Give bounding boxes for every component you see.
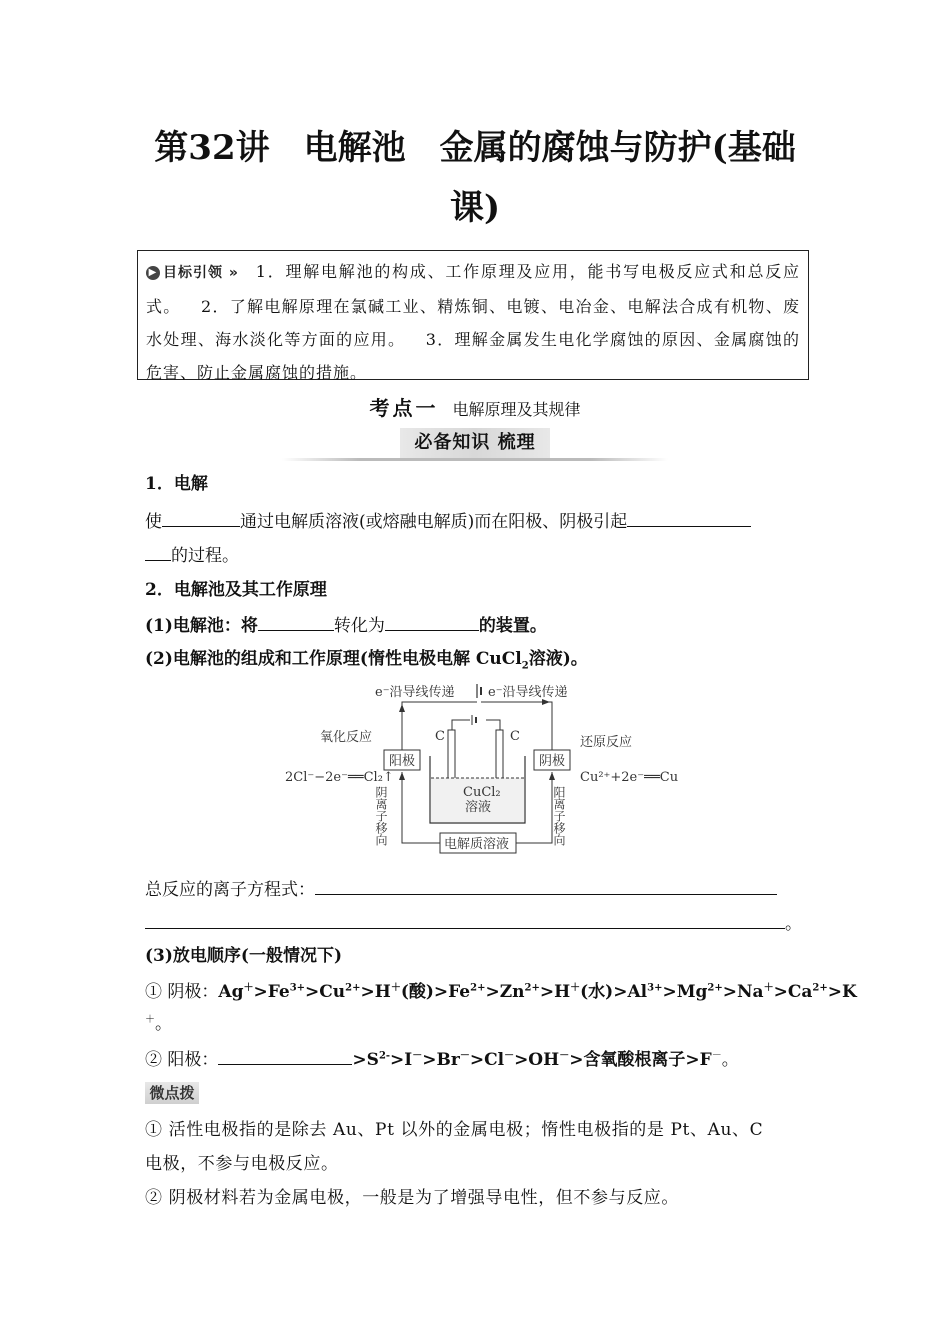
title-line-1: 第32讲 电解池 金属的腐蚀与防护(基础 [154,128,796,168]
banner-rule [282,458,668,461]
cation-move-label: 阳离子移向 [552,786,566,846]
goal-1: 1．理解电解池的构成、工作原理及应用，能书写电极反应式和总反应式。 [146,262,800,316]
anode-order-tail: 含氧酸根离子>F [583,1050,712,1070]
anion-move-label: 阴离子移向 [374,786,388,846]
section-name: 电解原理及其规律 [452,400,581,419]
anode-label: 阳极 [389,754,416,769]
cathode-order-cont: ＋。 [145,1014,172,1034]
solution-label: CuCl₂ [463,785,501,800]
tip-1-cont: 电极，不参与电极反应。 [145,1154,339,1174]
cathode-order [145,980,857,1004]
e-flow-right: e⁻沿导线传递 [488,685,568,700]
anode-order: ② 阳极： $>S^{2-}>I^->Br^->Cl^->OH^->$含氧酸根离子>F－。 [145,1046,739,1072]
paragraph-2 [145,612,547,638]
title-line-2: 课) [449,188,501,228]
p2-text-c: 的装置。 [478,616,547,636]
solution-label-2: 溶液 [465,800,492,815]
anode-order-ions: $>S^{2-}>I^->Br^->Cl^->OH^->$ [352,1050,584,1070]
goals-tag: ▶ 目标引领 » [146,257,239,290]
total-equation-label: 总反应的离子方程式： [145,880,315,900]
tip-1: ① 活性电极指的是除去 Au、Pt 以外的金属电极；惰性电极指的是 Pt、Au、C [145,1120,764,1140]
blank-2 [627,508,751,527]
anion-arrow-icon [399,772,405,780]
section-heading [0,392,950,421]
paragraph-1 [145,508,751,534]
period: 。 [785,914,802,934]
p3-text-b: 溶液)。 [528,649,588,669]
right-c-label: C [510,729,520,744]
knowledge-banner [282,428,668,462]
arrow-up-icon [399,704,405,712]
blank-2-cont [145,542,171,561]
banner-label: 必备知识 梳理 [400,428,550,458]
electrolysis-diagram [280,678,680,858]
e-flow-left: e⁻沿导线传递 [375,685,455,700]
cation-arrow-icon [549,772,555,780]
electrolyte-label: 电解质溶液 [444,837,510,852]
left-c-label: C [435,729,445,744]
section-point: 考点一 [369,396,439,420]
reduction-label: 还原反应 [580,735,633,750]
blank-1 [162,508,240,527]
goal-3: 3．理解金属发生电化学腐蚀的原因、金属腐蚀的危害、防止金属腐蚀的措施。 [146,330,800,382]
p1-text-c: 的过程。 [171,546,239,566]
blank-7 [218,1046,352,1065]
heading-2: 2．电解池及其工作原理 [145,580,327,600]
total-equation-line-2 [145,910,802,936]
cathode-order-ions: $Ag^+>Fe^{3+}>Cu^{2+}>H^+$(酸)$>Fe^{2+}>Zn^{2+}>H^+$(水)$>Al^{3+}>Mg^{2+}>Na^+>Ca^{2+}>K$ [218,982,857,1002]
blank-4 [385,612,479,631]
p3-sub: 2 [521,660,529,672]
page-title [130,118,820,238]
cathode-label: 阴极 [539,754,566,769]
paragraph-1-cont [145,542,239,568]
p2-text-b: 转化为 [333,616,385,636]
anode-order-label: ② 阳极： [145,1050,219,1070]
play-icon: ▶ [146,266,160,280]
goals-box [137,250,809,380]
blank-6 [145,910,785,929]
p2-text-a: (1)电解池：将 [145,616,258,636]
paragraph-3 [145,647,588,671]
paragraph-4: (3)放电顺序(一般情况下) [145,946,343,966]
blank-5 [315,876,777,895]
anode-equation: 2Cl⁻−2e⁻══Cl₂↑ [285,770,394,785]
cathode-equation: Cu²⁺+2e⁻══Cu [580,770,679,785]
goals-tag-label: 目标引领 [163,265,223,281]
p1-text-b: 通过电解质溶液(或熔融电解质)而在阳极、阴极引起 [240,512,628,532]
cathode-order-label: ① 阴极： [145,982,219,1002]
total-equation-line [145,876,777,902]
goal-2: 2．了解电解原理在氯碱工业、精炼铜、电镀、电冶金、电解法合成有机物、废水处理、海水淡化等方面的应用。 [146,297,801,349]
blank-3 [258,612,334,631]
heading-1: 1．电解 [145,474,208,494]
p1-text-a: 使 [145,512,162,532]
tip-2: ② 阴极材料若为金属电极，一般是为了增强导电性，但不参与反应。 [145,1188,680,1208]
oxidation-label: 氧化反应 [320,730,373,745]
tip-tag: 微点拨 [145,1082,199,1104]
p3-text-a: (2)电解池的组成和工作原理(惰性电极电解 CuCl [145,649,522,669]
